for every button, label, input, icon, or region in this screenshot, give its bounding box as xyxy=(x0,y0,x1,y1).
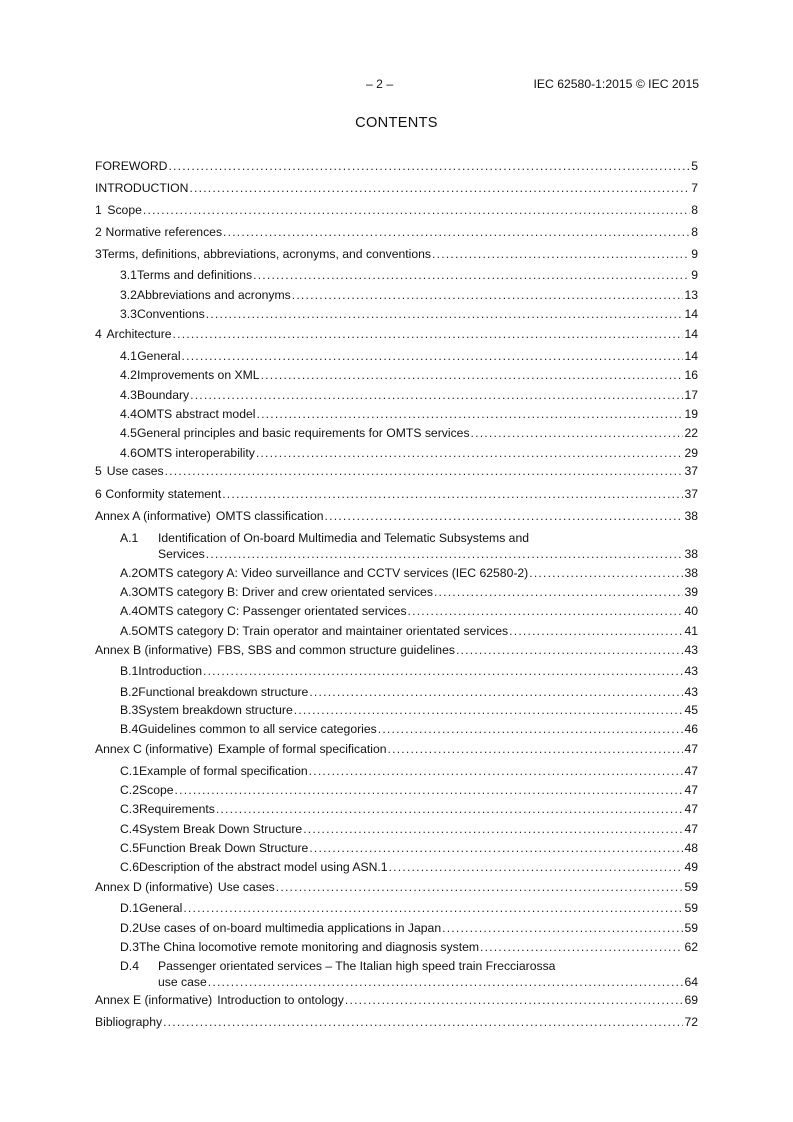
toc-entry-number: A.1 xyxy=(120,531,139,545)
toc-entry-label: Description of the abstract model using ASN.1 xyxy=(138,860,388,874)
toc-entry-label: OMTS abstract model xyxy=(136,407,256,421)
toc-entry-line xyxy=(120,530,529,546)
toc-page-number: 40 xyxy=(684,604,698,618)
toc-page-number: 37 xyxy=(684,464,698,478)
toc-page-number: 47 xyxy=(684,822,698,836)
dot-leader xyxy=(222,486,683,502)
toc-entry-label: General xyxy=(138,901,183,915)
toc-entry-number: 6 xyxy=(95,487,102,501)
toc-entry-label: System breakdown structure xyxy=(138,703,293,717)
dot-leader xyxy=(378,721,684,737)
toc-entry-label: Conventions xyxy=(136,307,205,321)
toc-page-number: 39 xyxy=(684,585,698,599)
toc-entry[interactable] xyxy=(95,992,698,1008)
toc-entry-number: B.1 xyxy=(120,664,139,678)
toc-page-number: 43 xyxy=(684,685,698,699)
toc-entry-number: C.4 xyxy=(120,822,139,836)
toc-entry-label-continued: Services xyxy=(158,547,205,561)
toc-entry[interactable] xyxy=(120,387,698,403)
toc-page-number: 38 xyxy=(684,566,698,580)
toc-entry-number: 4 xyxy=(95,327,102,341)
toc-page-number: 14 xyxy=(684,349,698,363)
dot-leader xyxy=(223,224,690,240)
toc-page-number: 62 xyxy=(684,940,698,954)
toc-page-number: 59 xyxy=(684,901,698,915)
annex-label: Annex A (informative) xyxy=(95,509,211,523)
dot-leader xyxy=(165,463,684,479)
dot-leader xyxy=(206,546,684,562)
dot-leader xyxy=(442,920,683,936)
toc-entry-number: A.3 xyxy=(120,585,139,599)
toc-entry[interactable] xyxy=(120,782,698,798)
toc-entry[interactable] xyxy=(120,663,698,679)
toc-entry-label: Scope xyxy=(107,203,142,217)
dot-leader xyxy=(309,684,683,700)
toc-entry[interactable] xyxy=(120,763,698,779)
toc-entry-number: 4.2 xyxy=(120,368,137,382)
toc-entry[interactable] xyxy=(158,974,698,990)
toc-entry-number: 4.4 xyxy=(120,407,137,421)
toc-entry-label: Bibliography xyxy=(95,1015,163,1029)
dot-leader xyxy=(303,821,683,837)
toc-entry[interactable] xyxy=(120,939,698,955)
toc-entry-number: B.3 xyxy=(120,703,139,717)
toc-entry-number: 5 xyxy=(95,464,102,478)
toc-entry-label: OMTS interoperability xyxy=(136,446,255,460)
dot-leader xyxy=(294,702,684,718)
toc-page-number: 43 xyxy=(684,664,698,678)
toc-entry-number: 3 xyxy=(95,247,102,261)
toc-entry[interactable] xyxy=(95,508,698,524)
dot-leader xyxy=(325,508,684,524)
dot-leader xyxy=(163,1014,683,1030)
toc-entry[interactable] xyxy=(120,445,698,461)
toc-entry[interactable] xyxy=(120,821,698,837)
dot-leader xyxy=(432,246,690,262)
toc-entry[interactable] xyxy=(120,623,698,639)
toc-entry-label: Function Break Down Structure xyxy=(138,841,309,855)
toc-entry-number: C.3 xyxy=(120,802,139,816)
toc-entry[interactable] xyxy=(95,158,698,174)
toc-entry[interactable] xyxy=(120,900,698,916)
toc-entry-number: B.4 xyxy=(120,722,139,736)
toc-entry-number: B.2 xyxy=(120,685,139,699)
toc-entry-label: Boundary xyxy=(136,388,190,402)
toc-entry-label: OMTS category D: Train operator and maintainer orientated services xyxy=(138,624,509,638)
toc-entry-label: Terms, definitions, abbreviations, acronyms, and conventions xyxy=(101,247,432,261)
dot-leader xyxy=(261,367,684,383)
toc-entry-label: OMTS classification xyxy=(215,509,324,523)
toc-page-number: 14 xyxy=(684,307,698,321)
toc-page-number: 45 xyxy=(684,703,698,717)
toc-entry-label: Use cases xyxy=(217,880,275,894)
toc-page-number: 9 xyxy=(691,268,698,282)
toc-entry-label: Architecture xyxy=(106,327,172,341)
dot-leader xyxy=(143,202,690,218)
toc-page-number: 5 xyxy=(691,159,698,173)
toc-entry[interactable] xyxy=(120,267,698,283)
toc-entry-label: Example of formal specification xyxy=(138,764,308,778)
toc-entry[interactable] xyxy=(95,246,698,262)
toc-entry-label: Example of formal specification xyxy=(217,742,387,756)
dot-leader xyxy=(182,348,684,364)
toc-entry-label: Abbreviations and acronyms xyxy=(136,288,291,302)
toc-entry[interactable] xyxy=(120,565,698,581)
toc-entry-number: A.4 xyxy=(120,604,139,618)
toc-entry-number: C.1 xyxy=(120,764,139,778)
toc-page-number: 46 xyxy=(684,722,698,736)
toc-entry-label: Use cases xyxy=(106,464,164,478)
toc-page-number: 37 xyxy=(684,487,698,501)
standard-reference: IEC 62580-1:2015 © IEC 2015 xyxy=(533,77,699,91)
toc-entry-number: 3.2 xyxy=(120,288,137,302)
toc-entry-number: 3.3 xyxy=(120,307,137,321)
toc-page-number: 38 xyxy=(684,547,698,561)
toc-page-number: 47 xyxy=(684,742,698,756)
toc-entry[interactable] xyxy=(120,702,698,718)
toc-entry[interactable] xyxy=(120,801,698,817)
toc-entry[interactable] xyxy=(95,486,698,502)
dot-leader xyxy=(190,387,683,403)
dot-leader xyxy=(256,445,684,461)
annex-label: Annex D (informative) xyxy=(95,880,213,894)
dot-leader xyxy=(206,306,684,322)
toc-entry-label: System Break Down Structure xyxy=(138,822,303,836)
toc-entry[interactable] xyxy=(95,202,698,218)
dot-leader xyxy=(253,267,690,283)
toc-entry-label: Identification of On-board Multimedia and Telematic Subsystems and xyxy=(158,531,530,545)
toc-entry-label: Guidelines common to all service categories xyxy=(138,722,377,736)
dot-leader xyxy=(175,782,684,798)
dot-leader xyxy=(456,642,683,658)
toc-entry-label: Conformity statement xyxy=(105,487,222,501)
toc-entry-label: Terms and definitions xyxy=(136,268,253,282)
toc-entry-label-continued: use case xyxy=(158,975,207,989)
toc-page-number: 19 xyxy=(684,407,698,421)
toc-page-number: 8 xyxy=(691,225,698,239)
toc-entry-number: D.4 xyxy=(120,959,139,973)
toc-entry-label: Scope xyxy=(138,783,174,797)
toc-entry-number: D.3 xyxy=(120,940,139,954)
page-number: – 2 – xyxy=(366,77,394,91)
toc-entry-number: D.2 xyxy=(120,921,139,935)
toc-entry-line xyxy=(120,958,555,974)
toc-entry[interactable] xyxy=(120,306,698,322)
toc-page-number: 64 xyxy=(684,975,698,989)
toc-entry-number: C.5 xyxy=(120,841,139,855)
toc-page-number: 38 xyxy=(684,509,698,523)
toc-entry-label: General xyxy=(137,349,181,363)
toc-entry-label: OMTS category A: Video surveillance and CCTV services (IEC 62580-2) xyxy=(138,566,529,580)
toc-page-number: 48 xyxy=(684,841,698,855)
toc-entry-number: 1 xyxy=(95,203,102,217)
toc-entry-label: FOREWORD xyxy=(95,159,168,173)
toc-entry-label: Passenger orientated services – The Italian high speed train Frecciarossa xyxy=(158,959,556,973)
toc-entry-label: OMTS category B: Driver and crew orientated services xyxy=(138,585,433,599)
toc-entry-label: Introduction to ontology xyxy=(217,993,344,1007)
toc-entry[interactable] xyxy=(120,287,698,303)
toc-entry[interactable] xyxy=(120,684,698,700)
toc-page-number: 29 xyxy=(684,446,698,460)
toc-entry-number: A.5 xyxy=(120,624,139,638)
toc-page-number: 13 xyxy=(684,288,698,302)
toc-entry-label: The China locomotive remote monitoring and diagnosis system xyxy=(138,940,480,954)
toc-entry-label: Requirements xyxy=(138,802,215,816)
toc-entry[interactable] xyxy=(120,406,698,422)
toc-page-number: 9 xyxy=(691,247,698,261)
toc-entry-number: 4.3 xyxy=(120,388,137,402)
toc-entry[interactable] xyxy=(120,840,698,856)
toc-entry-label: Normative references xyxy=(105,225,223,239)
toc-entry[interactable] xyxy=(95,224,698,240)
toc-entry[interactable] xyxy=(95,1014,698,1030)
dot-leader xyxy=(276,879,684,895)
toc-page-number: 49 xyxy=(684,860,698,874)
toc-entry[interactable] xyxy=(120,603,698,619)
dot-leader xyxy=(292,287,684,303)
toc-entry-label: Introduction xyxy=(138,664,202,678)
toc-entry-number: 3.1 xyxy=(120,268,137,282)
toc-entry-number: 4.1 xyxy=(120,349,137,363)
toc-entry-label: OMTS category C: Passenger orientated services xyxy=(138,604,407,618)
toc-entry-number: A.2 xyxy=(120,566,139,580)
toc-entry-number: C.2 xyxy=(120,783,139,797)
dot-leader xyxy=(529,565,683,581)
toc-entry[interactable] xyxy=(95,180,698,196)
toc-page-number: 69 xyxy=(684,993,698,1007)
toc-entry-number: D.1 xyxy=(120,901,139,915)
toc-entry[interactable] xyxy=(95,463,698,479)
toc-entry-label: Improvements on XML xyxy=(136,368,260,382)
dot-leader xyxy=(208,974,684,990)
annex-label: Annex B (informative) xyxy=(95,643,213,657)
toc-page-number: 17 xyxy=(684,388,698,402)
dot-leader xyxy=(309,763,684,779)
toc-entry-number: 2 xyxy=(95,225,102,239)
dot-leader xyxy=(434,584,684,600)
toc-entry[interactable] xyxy=(95,879,698,895)
dot-leader xyxy=(471,425,684,441)
toc-page-number: 47 xyxy=(684,783,698,797)
toc-entry[interactable] xyxy=(95,741,698,757)
dot-leader xyxy=(408,603,684,619)
toc-entry[interactable] xyxy=(120,348,698,364)
toc-page-number: 7 xyxy=(691,181,698,195)
toc-entry-number: 4.6 xyxy=(120,446,137,460)
toc-page-number: 72 xyxy=(684,1015,698,1029)
annex-label: Annex E (informative) xyxy=(95,993,213,1007)
toc-page-number: 22 xyxy=(684,426,698,440)
dot-leader xyxy=(256,406,683,422)
dot-leader xyxy=(203,663,683,679)
toc-page-number: 47 xyxy=(684,802,698,816)
toc-page-number: 47 xyxy=(684,764,698,778)
toc-page-number: 16 xyxy=(684,368,698,382)
dot-leader xyxy=(216,801,684,817)
dot-leader xyxy=(183,900,683,916)
toc-entry-label: Use cases of on-board multimedia applications in Japan xyxy=(138,921,442,935)
toc-page-number: 59 xyxy=(684,921,698,935)
dot-leader xyxy=(173,326,684,342)
toc-entry-number: 4.5 xyxy=(120,426,137,440)
dot-leader xyxy=(168,158,690,174)
page-title: CONTENTS xyxy=(355,115,438,131)
toc-entry[interactable] xyxy=(120,367,698,383)
toc-entry[interactable] xyxy=(120,425,698,441)
toc-entry-label: Functional breakdown structure xyxy=(138,685,309,699)
dot-leader xyxy=(389,859,684,875)
toc-page-number: 8 xyxy=(691,203,698,217)
toc-page-number: 41 xyxy=(684,624,698,638)
toc-entry[interactable] xyxy=(120,859,698,875)
toc-page-number: 59 xyxy=(684,880,698,894)
annex-label: Annex C (informative) xyxy=(95,742,213,756)
toc-entry-label: INTRODUCTION xyxy=(95,181,189,195)
toc-entry[interactable] xyxy=(95,642,698,658)
toc-entry[interactable] xyxy=(95,326,698,342)
dot-leader xyxy=(480,939,683,955)
toc-entry[interactable] xyxy=(120,721,698,737)
toc-entry[interactable] xyxy=(120,584,698,600)
toc-entry-label: General principles and basic requirements for OMTS services xyxy=(136,426,470,440)
dot-leader xyxy=(509,623,683,639)
toc-entry-number: C.6 xyxy=(120,860,139,874)
toc-page-number: 14 xyxy=(684,327,698,341)
toc-entry[interactable] xyxy=(120,920,698,936)
dot-leader xyxy=(309,840,683,856)
dot-leader xyxy=(388,741,684,757)
toc-entry-label: FBS, SBS and common structure guidelines xyxy=(217,643,455,657)
dot-leader xyxy=(345,992,684,1008)
toc-page-number: 43 xyxy=(684,643,698,657)
dot-leader xyxy=(189,180,690,196)
toc-entry[interactable] xyxy=(158,546,698,562)
